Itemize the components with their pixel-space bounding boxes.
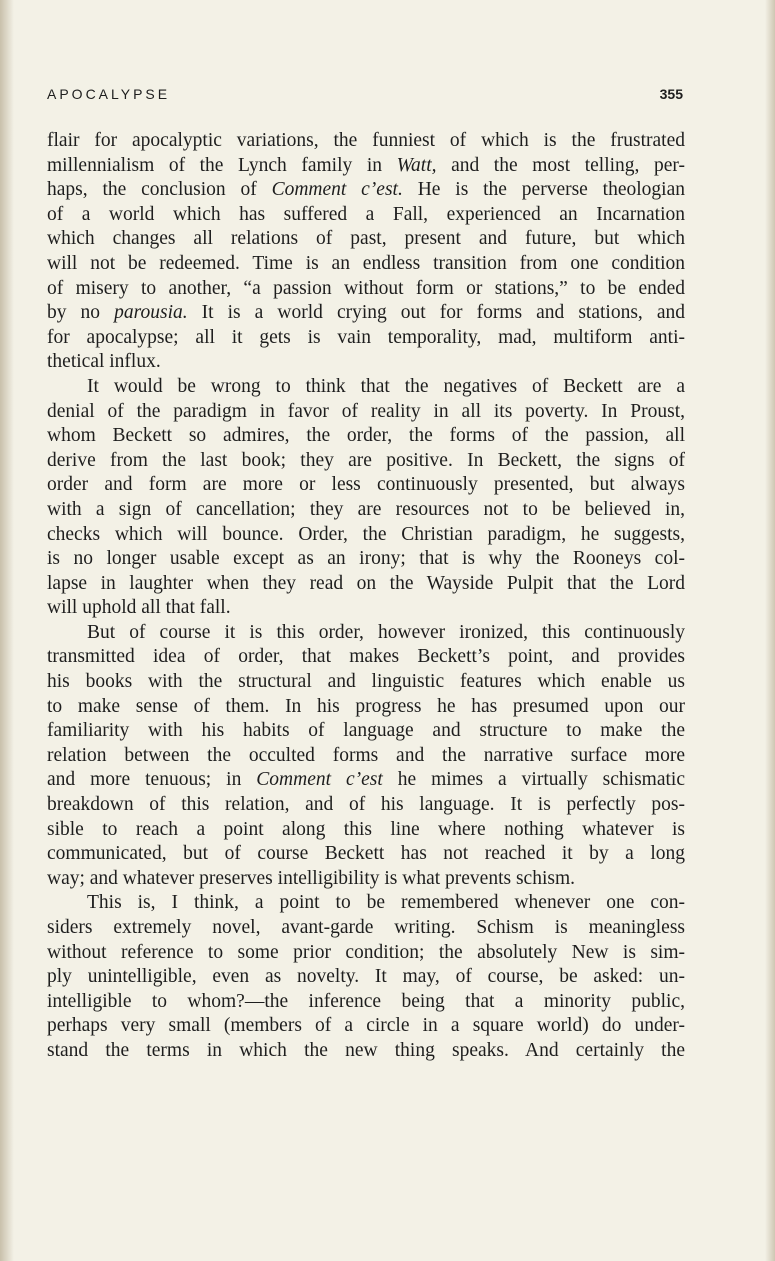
text-line: lapse in laughter when they read on the Wayside Pulpit that the Lord [47, 572, 685, 594]
text-line: checks which will bounce. Order, the Christian paradigm, he suggests, [47, 523, 685, 545]
paragraph-first-line: But of course it is this order, however ironized, this continuously [87, 621, 685, 643]
text-line: his books with the structural and linguistic features which enable us [47, 671, 685, 693]
text-line: to make sense of them. In his progress he has presumed upon our [47, 695, 685, 717]
text-line: is no longer usable except as an irony; that is why the Rooneys col- [47, 548, 685, 570]
text-line: with a sign of cancellation; they are resources not to be believed in, [47, 498, 685, 520]
text-line: which changes all relations of past, present and future, but which [47, 228, 685, 250]
text-line: relation between the occulted forms and the narrative surface more [47, 744, 685, 766]
text-line: whom Beckett so admires, the order, the forms of the passion, all [47, 425, 685, 447]
text-line: derive from the last book; they are positive. In Beckett, the signs of [47, 449, 685, 471]
text-line: for apocalypse; all it gets is vain temporality, mad, multiform anti- [47, 326, 685, 348]
text-line: order and form are more or less continuously presented, but always [47, 474, 685, 496]
italic-phrase: Comment c’est. [271, 179, 403, 201]
text-line: communicated, but of course Beckett has not reached it by a long [47, 843, 685, 865]
text-line: transmitted idea of order, that makes Beckett’s point, and provides [47, 646, 685, 668]
paragraph-end-line: way; and whatever preserves intelligibility is what prevents schism. [47, 867, 575, 889]
text-line: stand the terms in which the new thing speaks. And certainly the [47, 1039, 685, 1061]
page-number: 355 [659, 86, 683, 102]
text-line: without reference to some prior condition; the absolutely New is sim- [47, 941, 685, 963]
paragraph-end-line: will uphold all that fall. [47, 597, 231, 619]
italic-phrase: parousia. [114, 302, 188, 324]
text-line: breakdown of this relation, and of his language. It is perfectly pos- [47, 794, 685, 816]
text-line: ply unintelligible, even as novelty. It may, of course, be asked: un- [47, 966, 685, 988]
text-line: familiarity with his habits of language and structure to make the [47, 720, 685, 742]
text-line: intelligible to whom?—the inference being that a minority public, [47, 990, 685, 1012]
text-line: denial of the paradigm in favor of reality in all its poverty. In Proust, [47, 400, 685, 422]
running-head-title: APOCALYPSE [47, 86, 171, 102]
italic-phrase: Watt, [396, 154, 437, 176]
paragraph-first-line: It would be wrong to think that the negatives of Beckett are a [87, 375, 685, 397]
text-line: by no parousia. It is a world crying out for forms and stations, and [47, 302, 685, 324]
running-head [47, 86, 683, 108]
text-line: of misery to another, “a passion without form or stations,” to be ended [47, 277, 685, 299]
text-line: and more tenuous; in Comment c’est he mimes a virtually schismatic [47, 769, 685, 791]
text-line: flair for apocalyptic variations, the funniest of which is the frustrated [47, 130, 685, 151]
text-line: haps, the conclusion of Comment c’est. He is the perverse theologian [47, 179, 685, 201]
paragraph-first-line: This is, I think, a point to be remembered whenever one con- [87, 892, 685, 914]
page-edge-shadow-right [765, 0, 775, 1261]
text-line: perhaps very small (members of a circle in a square world) do under- [47, 1015, 685, 1037]
paragraph-end-line: thetical influx. [47, 351, 161, 373]
text-line: siders extremely novel, avant-garde writing. Schism is meaningless [47, 917, 685, 938]
body-text [47, 129, 685, 1064]
text-line: will not be redeemed. Time is an endless transition from one condition [47, 252, 685, 274]
text-line: millennialism of the Lynch family in Watt, and the most telling, per- [47, 154, 685, 176]
page-edge-shadow-left [0, 0, 14, 1261]
italic-phrase: Comment c’est [256, 769, 383, 791]
text-line: sible to reach a point along this line where nothing whatever is [47, 818, 685, 840]
text-line: of a world which has suffered a Fall, experienced an Incarnation [47, 203, 685, 225]
